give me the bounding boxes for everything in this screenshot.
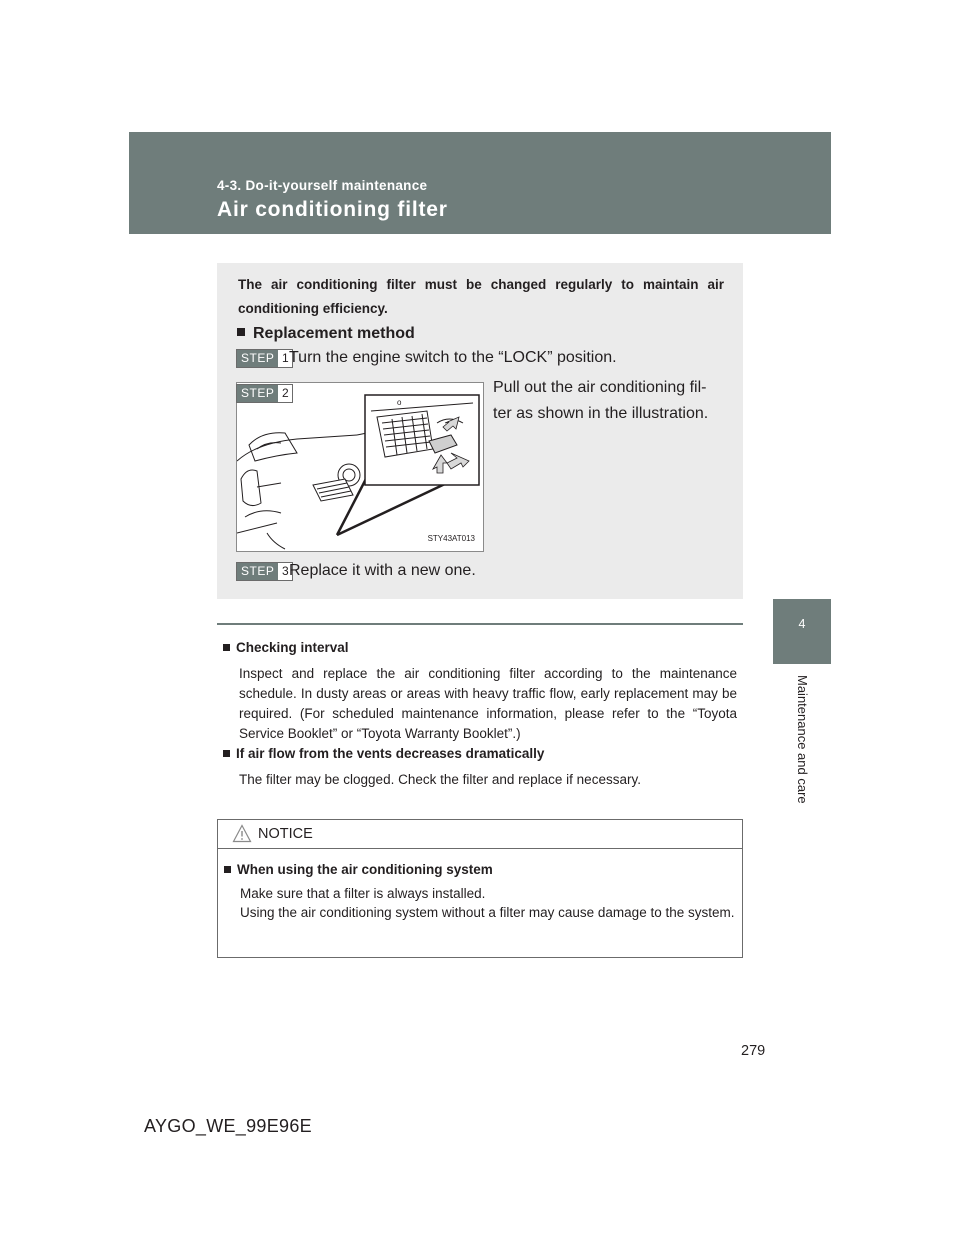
step-number: 3	[278, 563, 292, 580]
step-3-badge	[236, 562, 293, 581]
method-heading-text: Replacement method	[253, 325, 415, 342]
page-number: 279	[741, 1043, 766, 1059]
warning-triangle-icon	[232, 824, 252, 843]
step-2-text: Pull out the air conditioning fil- ter as shown in the illustration.	[493, 379, 709, 422]
notice-line-1: Make sure that a filter is always installed.	[240, 886, 486, 901]
header-band	[129, 132, 831, 234]
chapter-label	[795, 675, 811, 804]
notice-heading-text: When using the air conditioning system	[237, 862, 493, 877]
note-heading-text: If air flow from the vents decreases dramatically	[236, 746, 545, 761]
svg-text:o: o	[397, 398, 402, 407]
note-heading-air-flow	[223, 746, 544, 761]
chapter-label-text: Maintenance and care	[795, 675, 810, 804]
bullet-square-icon	[237, 328, 245, 336]
intro-text: The air conditioning filter must be changed regularly to maintain air conditioning efficiency.	[238, 277, 724, 316]
bullet-square-icon	[223, 644, 230, 651]
notice-title: NOTICE	[258, 826, 313, 842]
step-1-text: Turn the engine switch to the “LOCK” position.	[289, 349, 617, 366]
glovebox-filter-illustration	[236, 382, 484, 552]
step-word: STEP	[237, 350, 278, 367]
procedure-panel	[217, 263, 743, 599]
step-word: STEP	[237, 385, 278, 402]
step-2-badge	[236, 384, 293, 403]
step-3-text: Replace it with a new one.	[289, 562, 476, 579]
notice-heading	[224, 862, 493, 877]
note-body-checking-interval: Inspect and replace the air conditioning filter according to the maintenance schedule. In dusty areas or areas with heavy traffic flow, early replacement may be required. (For scheduled maintenance information, please refer to the “Toyota Service Booklet” or “Toyota Warranty Booklet”.)	[239, 666, 737, 741]
notice-header	[218, 820, 742, 849]
section-divider	[217, 623, 743, 625]
illustration-code: STY43AT013	[427, 534, 475, 543]
notice-body	[240, 884, 736, 922]
note-heading-checking-interval	[223, 640, 349, 655]
step-number: 1	[278, 350, 292, 367]
dashboard-drawing	[237, 383, 483, 551]
notice-box	[217, 819, 743, 958]
chapter-number: 4	[798, 617, 806, 631]
document-code: AYGO_WE_99E96E	[144, 1116, 312, 1136]
bullet-square-icon	[224, 866, 231, 873]
step-1-badge	[236, 349, 293, 368]
method-heading	[237, 325, 415, 343]
chapter-tab[interactable]	[773, 599, 831, 664]
section-label: 4-3. Do-it-yourself maintenance	[217, 178, 428, 193]
page-title: Air conditioning filter	[217, 198, 448, 221]
bullet-square-icon	[223, 750, 230, 757]
step-number: 2	[278, 385, 292, 402]
note-body-air-flow: The filter may be clogged. Check the filter and replace if necessary.	[239, 772, 641, 787]
notice-line-2: Using the air conditioning system without a filter may cause damage to the system.	[240, 905, 735, 920]
note-heading-text: Checking interval	[236, 640, 349, 655]
step-word: STEP	[237, 563, 278, 580]
